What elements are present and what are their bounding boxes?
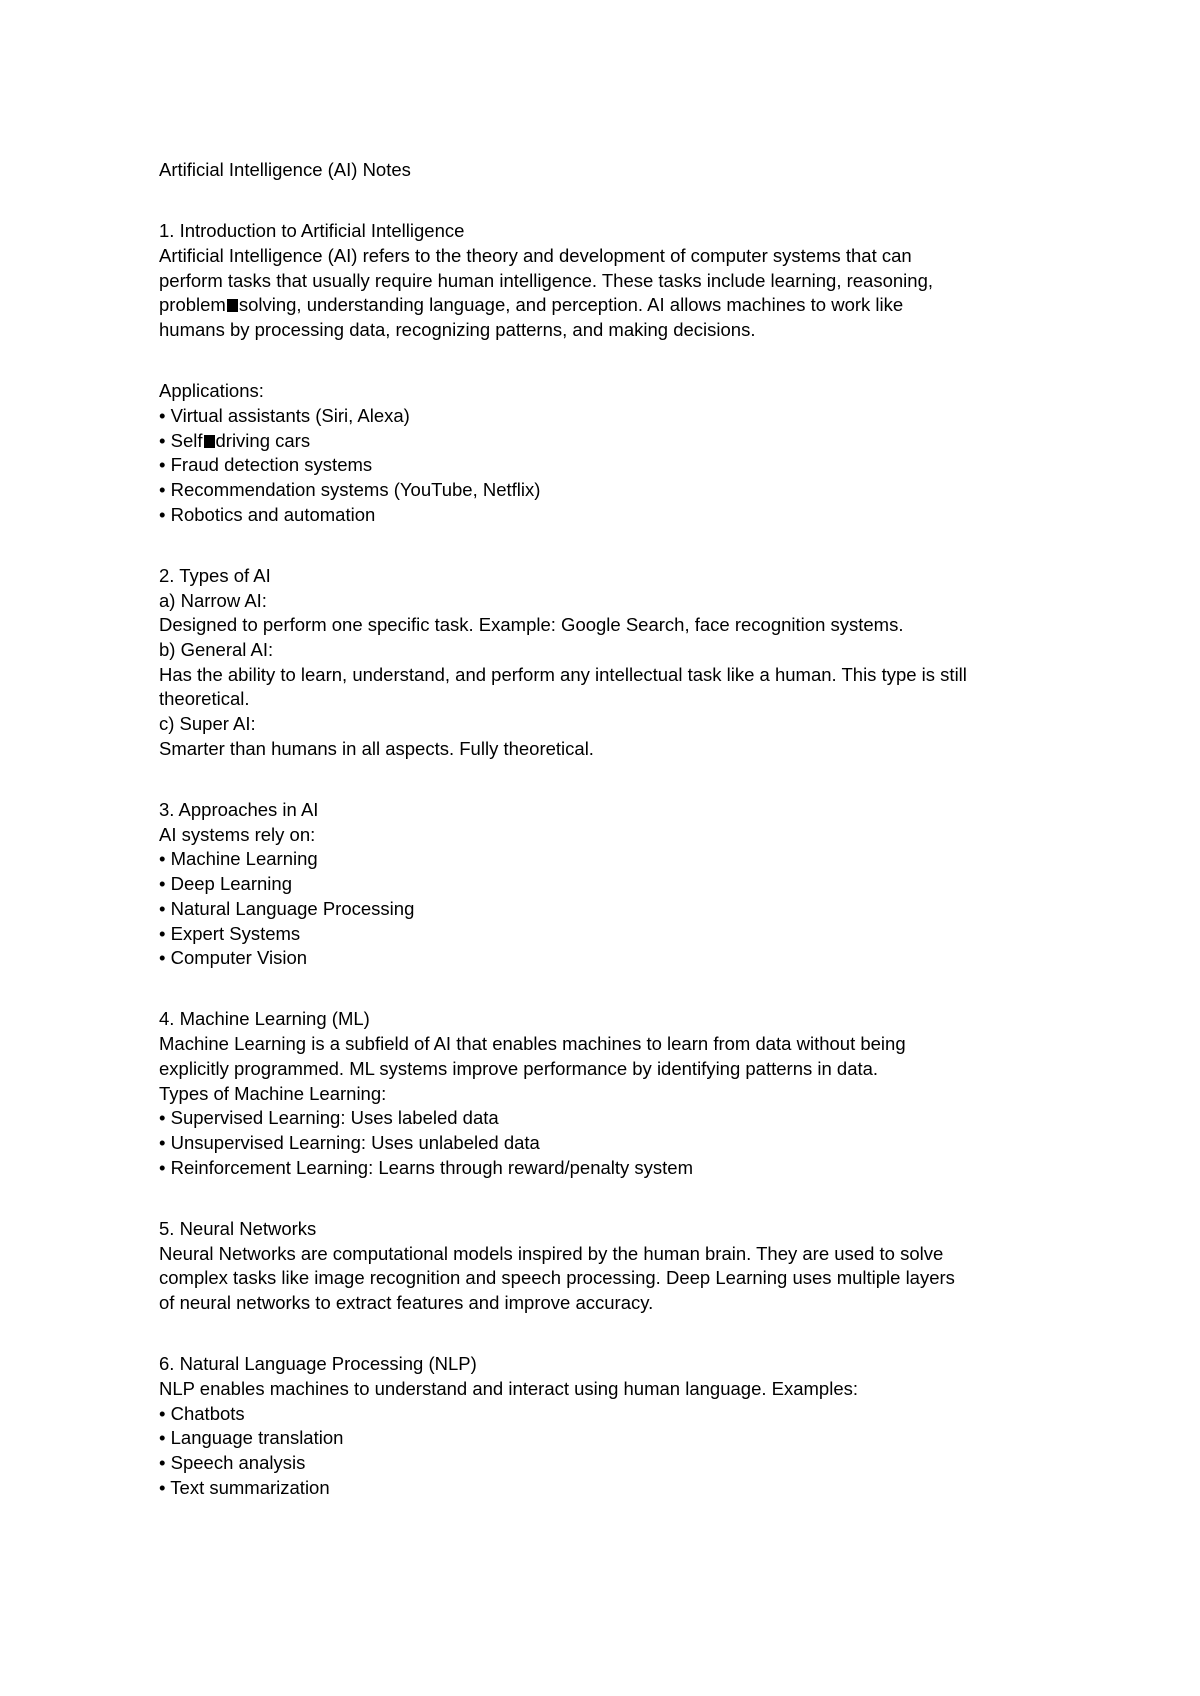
paragraph-line: humans by processing data, recognizing patterns, and making decisions. xyxy=(159,319,756,341)
list-item: • Machine Learning xyxy=(159,848,318,870)
paragraph-line: NLP enables machines to understand and interact using human language. Examples: xyxy=(159,1377,858,1399)
paragraph-line: Artificial Intelligence (AI) refers to the theory and development of computer systems that can xyxy=(159,244,912,266)
missing-glyph-box-icon xyxy=(227,299,238,312)
document-page xyxy=(159,158,1059,1500)
spacer xyxy=(159,343,1059,380)
paragraph-line: theoretical. xyxy=(159,688,250,710)
text-fragment: solving, understanding language, and perception. AI allows machines to work like xyxy=(238,294,904,316)
list-item: • Fraud detection systems xyxy=(159,454,373,476)
spacer xyxy=(159,527,1059,564)
paragraph-line: explicitly programmed. ML systems improve performance by identifying patterns in data. xyxy=(159,1057,879,1079)
section-heading-approaches: 3. Approaches in AI xyxy=(159,799,319,821)
list-item: • Computer Vision xyxy=(159,947,308,969)
paragraph-line: perform tasks that usually require human intelligence. These tasks include learning, reasoning, xyxy=(159,269,934,291)
list-item: • Reinforcement Learning: Learns through reward/penalty system xyxy=(159,1156,694,1178)
paragraph-line: Types of Machine Learning: xyxy=(159,1082,387,1104)
document-title: Artificial Intelligence (AI) Notes xyxy=(159,159,411,180)
section-heading-neural-networks: 5. Neural Networks xyxy=(159,1217,317,1239)
paragraph-line: Has the ability to learn, understand, and perform any intellectual task like a human. This type is still xyxy=(159,663,967,685)
paragraph-line: Smarter than humans in all aspects. Fully theoretical. xyxy=(159,737,594,759)
paragraph-line: c) Super AI: xyxy=(159,713,256,735)
spacer xyxy=(159,183,1059,220)
text-fragment: problem xyxy=(159,294,226,316)
paragraph-line: Designed to perform one specific task. Example: Google Search, face recognition systems. xyxy=(159,614,904,636)
list-item: • Natural Language Processing xyxy=(159,897,415,919)
paragraph-line: AI systems rely on: xyxy=(159,823,316,845)
paragraph-line: Machine Learning is a subfield of AI that enables machines to learn from data without being xyxy=(159,1033,906,1055)
paragraph-line: complex tasks like image recognition and speech processing. Deep Learning uses multiple layers xyxy=(159,1267,955,1289)
paragraph-line: of neural networks to extract features and improve accuracy. xyxy=(159,1292,654,1314)
section-heading-intro: 1. Introduction to Artificial Intelligence xyxy=(159,220,465,242)
section-heading-types: 2. Types of AI xyxy=(159,564,271,586)
list-item: • Chatbots xyxy=(159,1402,245,1424)
paragraph-line: b) General AI: xyxy=(159,639,274,661)
text-fragment: • Self xyxy=(159,429,203,451)
list-item: • Deep Learning xyxy=(159,873,292,895)
list-item: • Robotics and automation xyxy=(159,503,376,525)
list-item: • Supervised Learning: Uses labeled data xyxy=(159,1107,499,1129)
list-item: • Recommendation systems (YouTube, Netflix) xyxy=(159,479,541,501)
list-item: • Language translation xyxy=(159,1427,344,1449)
text-fragment: driving cars xyxy=(215,429,311,451)
paragraph-line: a) Narrow AI: xyxy=(159,589,267,611)
spacer xyxy=(159,762,1059,799)
applications-label: Applications: xyxy=(159,380,264,402)
missing-glyph-box-icon xyxy=(204,435,215,448)
paragraph-line xyxy=(159,293,1059,318)
section-heading-nlp: 6. Natural Language Processing (NLP) xyxy=(159,1353,477,1375)
section-heading-ml: 4. Machine Learning (ML) xyxy=(159,1008,370,1030)
spacer xyxy=(159,1180,1059,1217)
list-item: • Unsupervised Learning: Uses unlabeled data xyxy=(159,1132,540,1153)
paragraph-line: Neural Networks are computational models inspired by the human brain. They are used to solve xyxy=(159,1242,944,1264)
list-item: • Text summarization xyxy=(159,1476,330,1498)
list-item xyxy=(159,429,1059,454)
list-item: • Speech analysis xyxy=(159,1452,306,1474)
list-item: • Virtual assistants (Siri, Alexa) xyxy=(159,404,410,426)
spacer xyxy=(159,971,1059,1008)
list-item: • Expert Systems xyxy=(159,922,301,944)
spacer xyxy=(159,1316,1059,1353)
